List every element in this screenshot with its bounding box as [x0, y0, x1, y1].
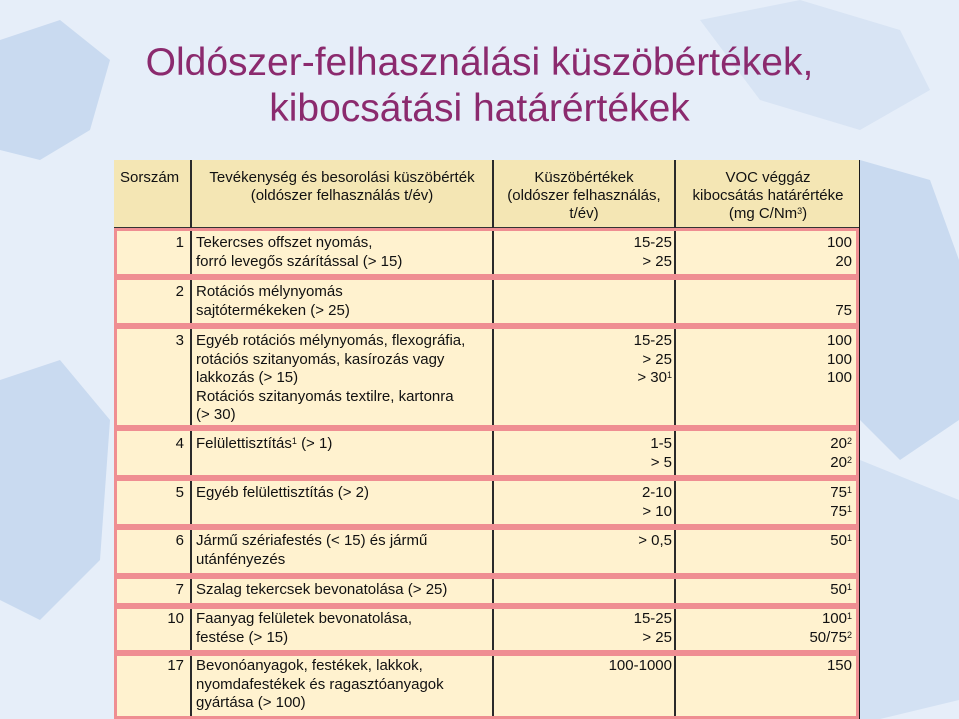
row-number: 3 [175, 332, 184, 349]
title-line-2: kibocsátási határértékek [269, 87, 690, 130]
row-number: 7 [175, 581, 184, 598]
row-number: 5 [175, 484, 184, 501]
row-limits: 100 20 [826, 234, 852, 270]
row-limits: $75^1$ $75^1$ [830, 484, 852, 520]
row-number: 10 [167, 610, 184, 627]
row-thresholds: 1-5 > 5 [650, 435, 672, 471]
row-thresholds: 15-25 > 25 [633, 610, 672, 646]
row-activity: Szalag tekercsek bevonatolása (> 25) [196, 581, 448, 598]
row-number: 1 [175, 234, 184, 251]
header-sorszam: Sorszám [120, 169, 180, 186]
row-activity: Jármű szériafestés (< 15) és jármű utánfényezés [196, 532, 428, 568]
row-thresholds: 100-1000 [608, 657, 672, 674]
solvent-threshold-table [114, 160, 860, 719]
row-thresholds: 15-25 > 25 > $30^1$ [633, 332, 672, 386]
row-number: 17 [167, 657, 184, 674]
row-thresholds: 15-25 > 25 [633, 234, 672, 270]
header-voc-limit: VOC véggáz kibocsátás határértéke (mg C/Nm$^3$) [692, 169, 844, 222]
slide-title [0, 40, 959, 132]
row-activity: Felülettisztítás$^1$ (> 1) [196, 435, 333, 452]
row-number: 2 [175, 283, 184, 300]
row-activity: Rotációs mélynyomás sajtótermékeken (> 25) [196, 283, 350, 319]
row-activity: Egyéb rotációs mélynyomás, flexográfia, rotációs szitanyomás, kasírozás vagy lakkozás (> 15) Rotációs szitanyomás textilre, kartonra (> 30) [196, 332, 466, 423]
row-thresholds: 2-10 > 10 [641, 484, 672, 520]
row-activity: Bevonóanyagok, festékek, lakkok, nyomdafestékek és ragasztóanyagok gyártása (> 100) [196, 657, 444, 711]
row-limits: $50^1$ [830, 532, 852, 549]
row-limits: $50^1$ [830, 581, 852, 598]
row-activity: Tekercses offszet nyomás, forró levegős szárítással (> 15) [196, 234, 403, 270]
header-activity: Tevékenység és besorolási küszöbérték (oldószer felhasználás t/év) [209, 169, 475, 204]
row-limits: $20^2$ $20^2$ [830, 435, 852, 471]
row-limits: 75 [835, 302, 852, 319]
row-limits: 100 100 100 [826, 332, 852, 386]
header-threshold: Küszöbértékek (oldószer felhasználás, t/év) [507, 169, 661, 222]
row-activity: Egyéb felülettisztítás (> 2) [196, 484, 369, 501]
row-number: 4 [175, 435, 184, 452]
row-limits: 150 [826, 657, 852, 674]
row-number: 6 [175, 532, 184, 549]
row-activity: Faanyag felületek bevonatolása, festése (> 15) [196, 610, 412, 646]
row-limits: $100^1$ $50/75^2$ [809, 610, 852, 646]
row-thresholds: > 0,5 [638, 532, 672, 549]
title-line-1: Oldószer-felhasználási küszöbértékek, [145, 41, 814, 84]
